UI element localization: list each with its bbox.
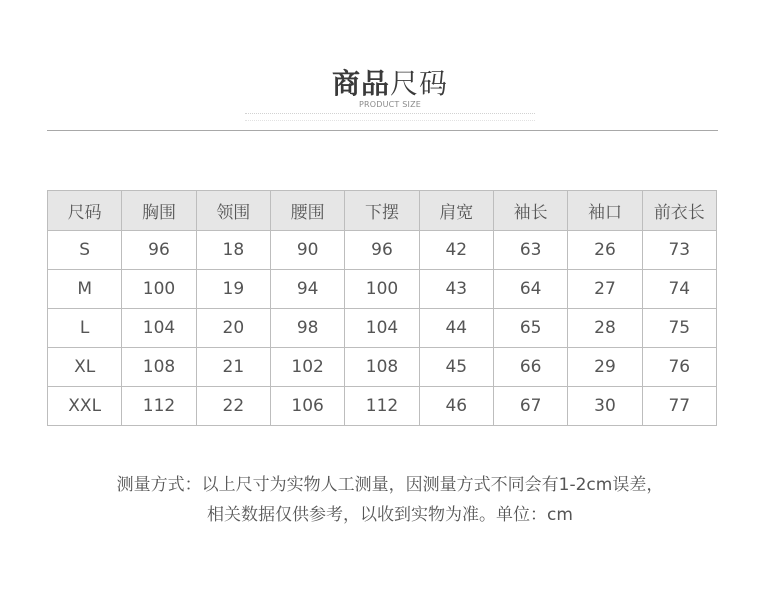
table-cell: 102 (270, 348, 344, 387)
table-row (48, 309, 717, 348)
table-cell: 73 (642, 231, 716, 270)
table-cell: 28 (568, 309, 642, 348)
table-cell: 19 (196, 270, 270, 309)
column-header: 胸围 (122, 191, 196, 231)
table-cell: 98 (270, 309, 344, 348)
table-row (48, 270, 717, 309)
page-subtitle: PRODUCT SIZE (358, 100, 422, 109)
table-cell: 67 (493, 387, 567, 426)
table-header-row (48, 191, 717, 231)
column-header: 尺码 (48, 191, 122, 231)
table-cell: 77 (642, 387, 716, 426)
page-header (0, 66, 780, 121)
table-row (48, 387, 717, 426)
column-header: 下摆 (345, 191, 419, 231)
column-header: 前衣长 (642, 191, 716, 231)
note-line-1: 测量方式：以上尺寸为实物人工测量，因测量方式不同会有1-2cm误差， (116, 475, 664, 495)
table-cell: 75 (642, 309, 716, 348)
column-header: 领围 (196, 191, 270, 231)
table-cell: 43 (419, 270, 493, 309)
table-cell: 100 (345, 270, 419, 309)
size-cell: M (48, 270, 122, 309)
column-header: 袖长 (493, 191, 567, 231)
table-cell: 106 (270, 387, 344, 426)
table-cell: 26 (568, 231, 642, 270)
table-cell: 22 (196, 387, 270, 426)
size-cell: S (48, 231, 122, 270)
table-cell: 94 (270, 270, 344, 309)
table-cell: 45 (419, 348, 493, 387)
table-cell: 21 (196, 348, 270, 387)
table-cell: 30 (568, 387, 642, 426)
table-cell: 112 (122, 387, 196, 426)
table-row (48, 231, 717, 270)
table-row (48, 348, 717, 387)
table-cell: 104 (345, 309, 419, 348)
table-cell: 18 (196, 231, 270, 270)
table-cell: 104 (122, 309, 196, 348)
title-regular-part: 尺码 (390, 67, 449, 100)
table-cell: 76 (642, 348, 716, 387)
table-cell: 64 (493, 270, 567, 309)
size-table (47, 190, 717, 426)
table-cell: 44 (419, 309, 493, 348)
title-bold-part: 商品 (331, 67, 390, 100)
header-divider (47, 130, 718, 131)
table-cell: 20 (196, 309, 270, 348)
size-cell: L (48, 309, 122, 348)
table-cell: 66 (493, 348, 567, 387)
table-cell: 100 (122, 270, 196, 309)
note-line-2: 相关数据仅供参考，以收到实物为准。单位：cm (207, 505, 573, 525)
decorative-dotted-line (245, 113, 535, 121)
table-cell: 27 (568, 270, 642, 309)
table-cell: 65 (493, 309, 567, 348)
table-cell: 112 (345, 387, 419, 426)
table-cell: 29 (568, 348, 642, 387)
table-cell: 108 (345, 348, 419, 387)
table-cell: 46 (419, 387, 493, 426)
size-cell: XXL (48, 387, 122, 426)
column-header: 腰围 (270, 191, 344, 231)
measurement-note (0, 470, 780, 530)
table-cell: 96 (122, 231, 196, 270)
column-header: 袖口 (568, 191, 642, 231)
table-cell: 90 (270, 231, 344, 270)
table-cell: 63 (493, 231, 567, 270)
size-cell: XL (48, 348, 122, 387)
table-cell: 42 (419, 231, 493, 270)
column-header: 肩宽 (419, 191, 493, 231)
table-cell: 96 (345, 231, 419, 270)
table-cell: 74 (642, 270, 716, 309)
table-cell: 108 (122, 348, 196, 387)
page-title (0, 66, 780, 102)
